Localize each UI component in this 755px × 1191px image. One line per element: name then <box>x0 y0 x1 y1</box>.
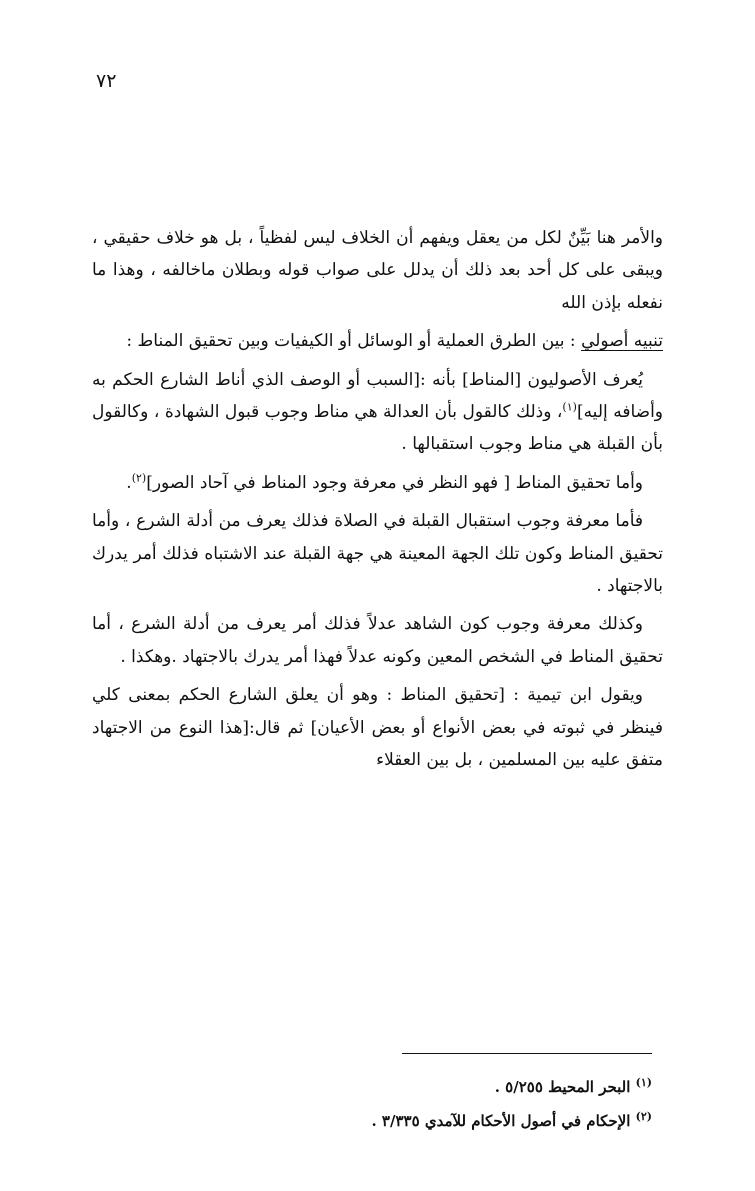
footnote-divider <box>402 1053 652 1054</box>
paragraph-witness-example: وكذلك معرفة وجوب كون الشاهد عدلاً فذلك أمر يعرف من أدلة الشرع ، أما تحقيق المناط في الشخص المعين وكونه عدلاً فهذا أمر يدرك بالاجتهاد .وهكذا . <box>92 614 663 667</box>
footnote-2-marker: (٢) <box>635 1110 652 1123</box>
paragraph-intro: والأمر هنا بَيِّنٌ لكل من يعقل ويفهم أن الخلاف ليس لفظياً ، بل هو خلاف حقيقي ، ويبقى على كل أحد بعد ذلك أن يدلل على صواب قوله وبطلان ماخالفه ، وهذا ما نفعله بإذن الله <box>92 228 663 313</box>
footnote-ref-2: (٢) <box>131 471 147 485</box>
footnote-ref-1: (١) <box>562 400 577 414</box>
tahqiq-definition-text: وأما تحقيق المناط [ فهو النظر في معرفة وجود المناط في آحاد الصور] <box>146 472 643 493</box>
usuli-note-text: : بين الطرق العملية أو الوسائل أو الكيفيات وبين تحقيق المناط : <box>126 331 582 352</box>
footnote-1 <box>200 1070 652 1104</box>
tahqiq-definition-end: . <box>126 472 132 493</box>
usuli-note-heading: تنبيه أصولي <box>581 331 663 352</box>
manat-definition-continuation: ، وذلك كالقول بأن العدالة هي مناط وجوب قبول الشهادة ، وكالقول بأن القبلة هي مناط وجوب استقبالها . <box>92 402 663 455</box>
paragraph-manat-definition <box>92 364 663 461</box>
footnote-2 <box>200 1104 652 1138</box>
footnote-2-text: الإحكام في أصول الأحكام للآمدي ٣/٣٣٥ . <box>371 1112 636 1130</box>
footnote-1-text: البحر المحيط ٥/٢٥٥ . <box>494 1078 636 1096</box>
page-number: ٧٢ <box>96 70 117 92</box>
paragraph-ibn-taymiyya: ويقول ابن تيمية : [تحقيق المناط : وهو أن يعلق الشارع الحكم بمعنى كلي فينظر في ثبوته في بعض الأنواع أو بعض الأعيان] ثم قال:[هذا النوع من الاجتهاد متفق عليه بين المسلمين ، بل بين العقلاء <box>92 685 663 771</box>
footnote-1-marker: (١) <box>635 1076 652 1089</box>
paragraph-qibla-example: فأما معرفة وجوب استقبال القبلة في الصلاة فذلك يعرف من أدلة الشرع ، وأما تحقيق المناط وكون تلك الجهة المعينة هي جهة القبلة عند الاشتباه فذلك أمر يدرك بالاجتهاد . <box>92 511 663 597</box>
manat-definition-text: يُعرف الأصوليون [المناط] بأنه :[السبب أو الوصف الذي أناط الشارع الحكم به وأضافه إليه] <box>92 369 663 423</box>
footnotes <box>200 1070 652 1138</box>
paragraph-usuli-note <box>92 325 663 357</box>
paragraph-tahqiq-definition <box>92 467 663 499</box>
body-text <box>92 222 663 783</box>
